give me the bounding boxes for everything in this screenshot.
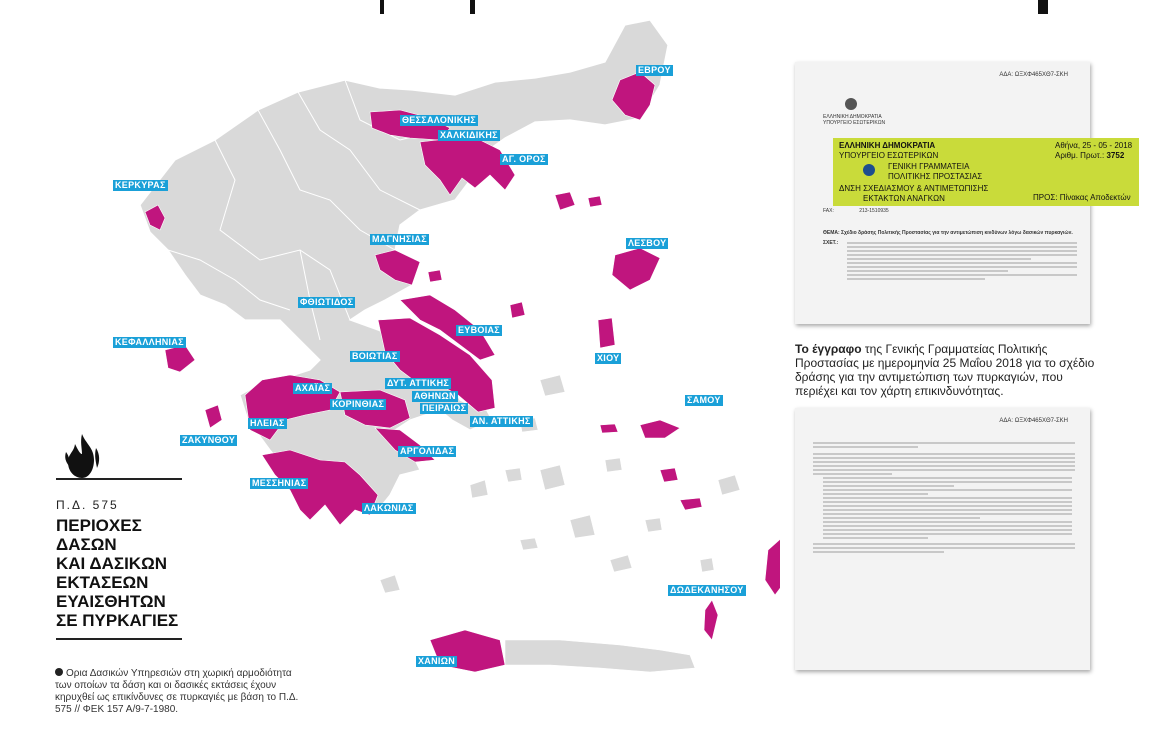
hl-protocol bbox=[1055, 151, 1124, 161]
map-label-achaias: ΑΧΑΪΑΣ bbox=[295, 383, 331, 393]
caption-text: της Γενικής Γραμματείας Πολιτικής Προστασίας με ημερομηνία 25 Μαΐου 2018 για το σχέδιο δράσης για την αντιμετώπιση των πυρκαγιών, που περιέχει και τον χάρτη επικινδυνότητας. bbox=[795, 342, 1095, 398]
map-label-ag-oros: ΑΓ. ΟΡΟΣ bbox=[502, 154, 546, 164]
map-label-evoias: ΕΥΒΟΙΑΣ bbox=[458, 325, 501, 335]
emblem-icon bbox=[845, 98, 857, 110]
map-label-messinias: ΜΕΣΣΗΝΙΑΣ bbox=[252, 478, 307, 488]
map-label-zakynthou: ΖΑΚΥΝΘΟΥ bbox=[182, 435, 236, 445]
fire-icon bbox=[60, 432, 104, 480]
title-block bbox=[56, 492, 196, 640]
title-rule-bottom bbox=[56, 638, 182, 640]
island-chios bbox=[598, 318, 615, 348]
map-label-ilias: ΗΛΕΙΑΣ bbox=[250, 418, 285, 428]
heading-line-3: ΚΑΙ ΔΑΣΙΚΩΝ bbox=[56, 554, 167, 573]
hl-directorate-1: ΔΝΣΗ ΣΧΕΔΙΑΣΜΟΥ & ΑΝΤΙΜΕΤΩΠΙΣΗΣ bbox=[839, 184, 989, 193]
title-rule-top bbox=[56, 478, 182, 480]
map-label-dodekanisou: ΔΩΔΕΚΑΝΗΣΟΥ bbox=[670, 585, 744, 595]
island-karpathos bbox=[704, 600, 718, 640]
map-label-thessalonikis: ΘΕΣΣΑΛΟΝΙΚΗΣ bbox=[402, 115, 477, 125]
map-label-an-attikis: ΑΝ. ΑΤΤΙΚΗΣ bbox=[472, 416, 531, 426]
highlight-header-box bbox=[833, 138, 1139, 206]
map-label-athinon: ΑΘΗΝΩΝ bbox=[414, 391, 456, 401]
map-label-chanion: ΧΑΝΙΩΝ bbox=[418, 656, 456, 666]
map-label-lesvou: ΛΕΣΒΟΥ bbox=[628, 238, 667, 248]
decree-number: Π.Δ. 575 bbox=[56, 498, 119, 512]
map-label-lakonias: ΛΑΚΩΝΙΑΣ bbox=[364, 503, 414, 513]
hl-directorate-2: ΕΚΤΑΚΤΩΝ ΑΝΑΓΚΩΝ bbox=[863, 194, 945, 203]
hl-ministry: ΥΠΟΥΡΓΕΙΟ ΕΣΩΤΕΡΙΚΩΝ bbox=[839, 151, 939, 160]
doc1-body-lines bbox=[847, 240, 1077, 282]
hl-protocol-number: 3752 bbox=[1106, 151, 1125, 160]
map-label-chalkidikis: ΧΑΛΚΙΔΙΚΗΣ bbox=[440, 130, 498, 140]
island-lesvos bbox=[612, 248, 660, 290]
document-caption bbox=[795, 342, 1105, 398]
doc1-ada: ΑΔΑ: ΩΞΧΦ465ΧΘ7-ΣΚΗ bbox=[999, 72, 1068, 78]
other-islands bbox=[380, 375, 740, 672]
hl-civil-protection: ΠΟΛΙΤΙΚΗΣ ΠΡΟΣΤΑΣΙΑΣ bbox=[888, 172, 983, 181]
doc1-fax-number: 213-1510935 bbox=[859, 208, 889, 214]
legend-dot-icon bbox=[55, 668, 63, 676]
doc2-body-lines bbox=[813, 440, 1075, 555]
heading-line-6: ΣΕ ΠΥΡΚΑΓΙΕΣ bbox=[56, 611, 179, 630]
island-kefallonia bbox=[165, 345, 195, 372]
island-samothraki bbox=[588, 196, 602, 207]
hl-date: Αθήνα, 25 - 05 - 2018 bbox=[1055, 141, 1133, 150]
island-skiathos bbox=[428, 270, 442, 282]
map-label-samou: ΣΑΜΟΥ bbox=[687, 395, 721, 405]
heading-line-5: ΕΥΑΙΣΘΗΤΩΝ bbox=[56, 592, 166, 611]
hl-to: ΠΡΟΣ: Πίνακας Αποδεκτών bbox=[1033, 193, 1131, 202]
map-label-kefallinias: ΚΕΦΑΛΛΗΝΙΑΣ bbox=[115, 337, 184, 347]
headline-fragment-right bbox=[1038, 0, 1048, 14]
map-label-chiou: ΧΙΟΥ bbox=[597, 353, 620, 363]
doc1-subject: ΘΕΜΑ: Σχέδιο δράσης Πολιτικής Προστασίας για την αντιμετώπιση κινδύνων λόγω δασικών πυρκαγιών. bbox=[823, 230, 1073, 236]
doc1-fax bbox=[823, 208, 889, 214]
island-ikaria bbox=[600, 424, 618, 433]
heading-line-1: ΠΕΡΙΟΧΕΣ bbox=[56, 516, 142, 535]
heading-line-4: ΕΚΤΑΣΕΩΝ bbox=[56, 573, 149, 592]
island-thasos bbox=[555, 192, 575, 210]
island-kos bbox=[680, 498, 702, 510]
map-label-fthiotidos: ΦΘΙΩΤΙΔΟΣ bbox=[300, 297, 354, 307]
doc1-related: ΣΧΕΤ.: bbox=[823, 240, 839, 246]
island-skyros bbox=[510, 302, 525, 318]
map-label-voiotias: ΒΟΙΩΤΙΑΣ bbox=[352, 351, 398, 361]
island-kalymnos bbox=[660, 468, 678, 482]
map-label-dyt-attikis: ΔΥΤ. ΑΤΤΙΚΗΣ bbox=[387, 378, 450, 388]
legend bbox=[55, 668, 310, 716]
doc1-fax-label: FAX: bbox=[823, 208, 834, 214]
hl-protocol-label: Αριθμ. Πρωτ.: bbox=[1055, 151, 1105, 160]
hl-emblem-icon bbox=[863, 164, 875, 176]
map-label-korinthias: ΚΟΡΙΝΘΙΑΣ bbox=[332, 399, 385, 409]
map-label-kerkyras: ΚΕΡΚΥΡΑΣ bbox=[115, 180, 166, 190]
doc2-ada: ΑΔΑ: ΩΞΧΦ465ΧΘ7-ΣΚΗ bbox=[999, 418, 1068, 424]
map-label-peiraios: ΠΕΙΡΑΙΩΣ bbox=[422, 403, 467, 413]
caption-bold: Το έγγραφο bbox=[795, 342, 862, 356]
heading-line-2: ΔΑΣΩΝ bbox=[56, 535, 117, 554]
doc1-republic: ΕΛΛΗΝΙΚΗ ΔΗΜΟΚΡΑΤΙΑ bbox=[823, 114, 882, 120]
island-samos bbox=[640, 420, 680, 438]
island-rhodes bbox=[765, 535, 780, 595]
map-label-evrou: ΕΒΡΟΥ bbox=[638, 65, 671, 75]
legend-text: Ορια Δασικών Υπηρεσιών στη χωρική αρμοδιότητα των οποίων τα δάση και οι δασικές εκτάσεις έχουν κηρυχθεί ως επικίνδυνες σε πυρκαγιές με βάση το Π.Δ. 575 // ΦΕΚ 157 Α/9-7-1980. bbox=[55, 668, 299, 715]
doc1-ministry: ΥΠΟΥΡΓΕΙΟ ΕΣΩΤΕΡΙΚΩΝ bbox=[823, 120, 886, 126]
document-page-2 bbox=[795, 408, 1090, 670]
hl-republic: ΕΛΛΗΝΙΚΗ ΔΗΜΟΚΡΑΤΙΑ bbox=[839, 141, 936, 150]
map-label-magnisias: ΜΑΓΝΗΣΙΑΣ bbox=[372, 234, 427, 244]
island-zakynthos bbox=[205, 405, 222, 428]
hl-general-secretariat: ΓΕΝΙΚΗ ΓΡΑΜΜΑΤΕΙΑ bbox=[888, 162, 970, 171]
map-label-argolidas: ΑΡΓΟΛΙΔΑΣ bbox=[400, 446, 455, 456]
